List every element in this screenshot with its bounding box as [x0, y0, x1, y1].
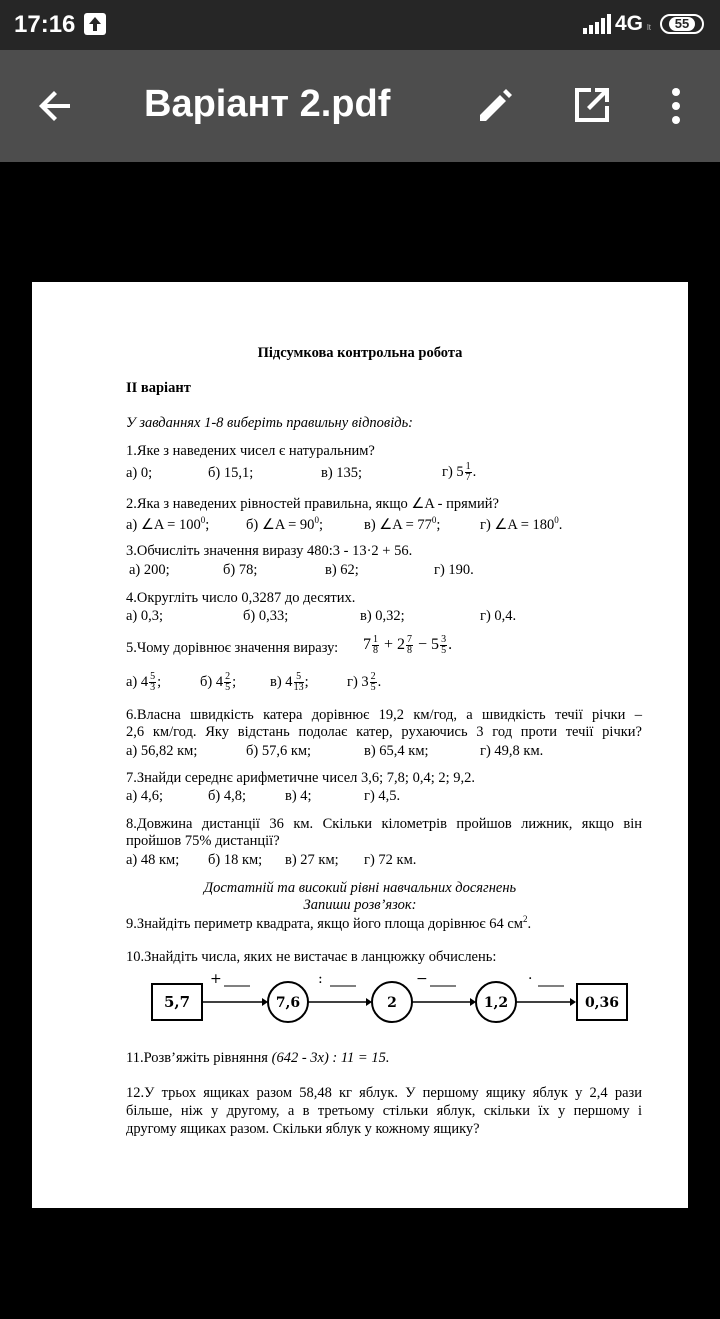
q3-option-b: б) 78; [223, 562, 258, 578]
q8-option-b: б) 18 км; [208, 852, 263, 868]
status-time: 17:16 [14, 11, 76, 38]
q5-option-b: б) 4 $\frac{2}{5}$ ; [200, 671, 237, 693]
doc-heading: Підсумкова контрольна робота [257, 345, 463, 361]
q4-option-d: г) 0,4. [480, 608, 517, 624]
q5-option-d: г) 3 $\frac{2}{5}$ . [347, 671, 382, 693]
q4-option-b: б) 0,33; [243, 608, 289, 624]
q8-option-a: а) 48 км; [126, 852, 180, 868]
more-options-icon[interactable] [666, 86, 686, 131]
chain-op-1: + [210, 971, 222, 987]
battery-level: 55 [669, 17, 695, 31]
q7-question: 7.Знайди середнє арифметичне чисел 3,6; 7,8; 0,4; 2; 9,2. [126, 770, 475, 786]
q9-question: 9.Знайдіть периметр квадрата, якщо його площа дорівнює 64 $см^2$. [126, 914, 532, 932]
q4-option-a: а) 0,3; [126, 608, 164, 624]
q3-question: 3.Обчисліть значення виразу 480:3 - 13·2 + 56. [126, 543, 413, 559]
pdf-page [32, 282, 688, 1208]
q8-option-d: г) 72 км. [364, 852, 417, 868]
q7-option-c: в) 4; [285, 788, 312, 804]
instruction: У завданнях 1-8 виберіть правильну відповідь: [126, 415, 413, 431]
lte-indicator: lt [647, 23, 651, 32]
q10-question: 10.Знайдіть числа, яких не вистачає в ланцюжку обчислень: [126, 949, 497, 965]
variant-label: ІІ варіант [126, 380, 191, 396]
chain-op-3: − [416, 971, 428, 987]
signal-icon [583, 14, 613, 39]
q2-question: 2.Яка з наведених рівностей правильна, якщо ∠A - прямий? [126, 496, 499, 512]
chain-node-3-value: 1,2 [483, 995, 509, 1011]
q2-option-b: б) ∠A = $90^0$; [246, 515, 323, 533]
q1-question: 1.Яке з наведених чисел є натуральним? [126, 443, 375, 459]
q7-option-b: б) 4,8; [208, 788, 246, 804]
document-title: Варіант 2.pdf [144, 83, 391, 125]
q7-option-d: г) 4,5. [364, 788, 401, 804]
q2-option-a: а) ∠A = $100^0$; [126, 515, 210, 533]
q5-expression: 7 $\frac{1}{8}$ + 2 $\frac{7}{8}$ − 5 $\frac{3}{5}$ . [363, 634, 453, 656]
q1-option-c: в) 135; [321, 465, 363, 481]
chain-op-2: : [318, 971, 323, 987]
edit-pencil-icon[interactable] [475, 84, 517, 131]
q3-option-c: в) 62; [325, 562, 359, 578]
q4-question: 4.Округліть число 0,3287 до десятих. [126, 590, 356, 606]
q8-question-line1: 8.Довжина дистанції 36 км. Скільки кілометрів пройшов лижник, якщо він [126, 816, 642, 832]
q5-question: 5.Чому дорівнює значення виразу: [126, 640, 339, 656]
q2-option-c: в) ∠A = $77^0$; [364, 515, 441, 533]
q6-option-d: г) 49,8 км. [480, 743, 544, 759]
chain-start-value: 5,7 [163, 993, 191, 1011]
upload-icon [84, 13, 106, 35]
app-toolbar [0, 50, 720, 162]
q11-question: 11.Розв’яжіть рівняння (642 - 3x) : 11 = 15. [126, 1050, 390, 1066]
q5-option-c: в) 4 $\frac{5}{13}$ ; [270, 671, 309, 693]
q6-question-line1: 6.Власна швидкість катера дорівнює 19,2 км/год, а швидкість течії річки – [126, 707, 642, 723]
q3-option-d: г) 190. [434, 562, 474, 578]
q8-option-c: в) 27 км; [285, 852, 339, 868]
q6-option-a: а) 56,82 км; [126, 743, 198, 759]
q4-option-c: в) 0,32; [360, 608, 405, 624]
q5-option-a: а) 4 $\frac{5}{3}$ ; [126, 671, 162, 693]
network-type: 4G [615, 12, 644, 35]
battery-icon [660, 14, 704, 34]
chain-op-4: · [528, 971, 533, 987]
q8-question-line2: пройшов 75% дистанції? [126, 833, 280, 849]
q7-option-a: а) 4,6; [126, 788, 164, 804]
status-bar [0, 0, 720, 50]
q3-option-a: а) 200; [129, 562, 170, 578]
chain-node-2-value: 2 [387, 995, 397, 1011]
chain-end-value: 0,36 [584, 995, 620, 1011]
subsection-heading: Запиши розв’язок: [303, 897, 417, 913]
chain-node-1-value: 7,6 [275, 995, 301, 1011]
q1-option-a: а) 0; [126, 465, 153, 481]
calculation-chain [150, 970, 630, 1032]
q6-question-line2: 2,6 км/год. Яку відстань подолає катер, рухаючись 3 год проти течії річки? [126, 724, 642, 740]
q6-option-b: б) 57,6 км; [246, 743, 312, 759]
q1-option-b: б) 15,1; [208, 465, 254, 481]
q1-option-d: г) 5 $\frac{1}{7}$ . [442, 461, 477, 483]
q6-option-c: в) 65,4 км; [364, 743, 429, 759]
back-arrow-icon[interactable] [36, 86, 76, 131]
section-heading: Достатній та високий рівні навчальних досягнень [203, 880, 517, 896]
q12-question-line1: 12.У трьох ящиках разом 58,48 кг яблук. У першому ящику яблук у 2,4 рази [126, 1085, 642, 1101]
q12-question-line2: більше, ніж у другому, а в третьому стільки яблук, скільки їх у першому і [126, 1103, 642, 1119]
q2-option-d: г) ∠A = $180^0$. [480, 515, 563, 533]
q12-question-line3: другому ящиках разом. Скільки яблук у кожному ящику? [126, 1121, 480, 1137]
open-external-icon[interactable] [571, 84, 613, 131]
